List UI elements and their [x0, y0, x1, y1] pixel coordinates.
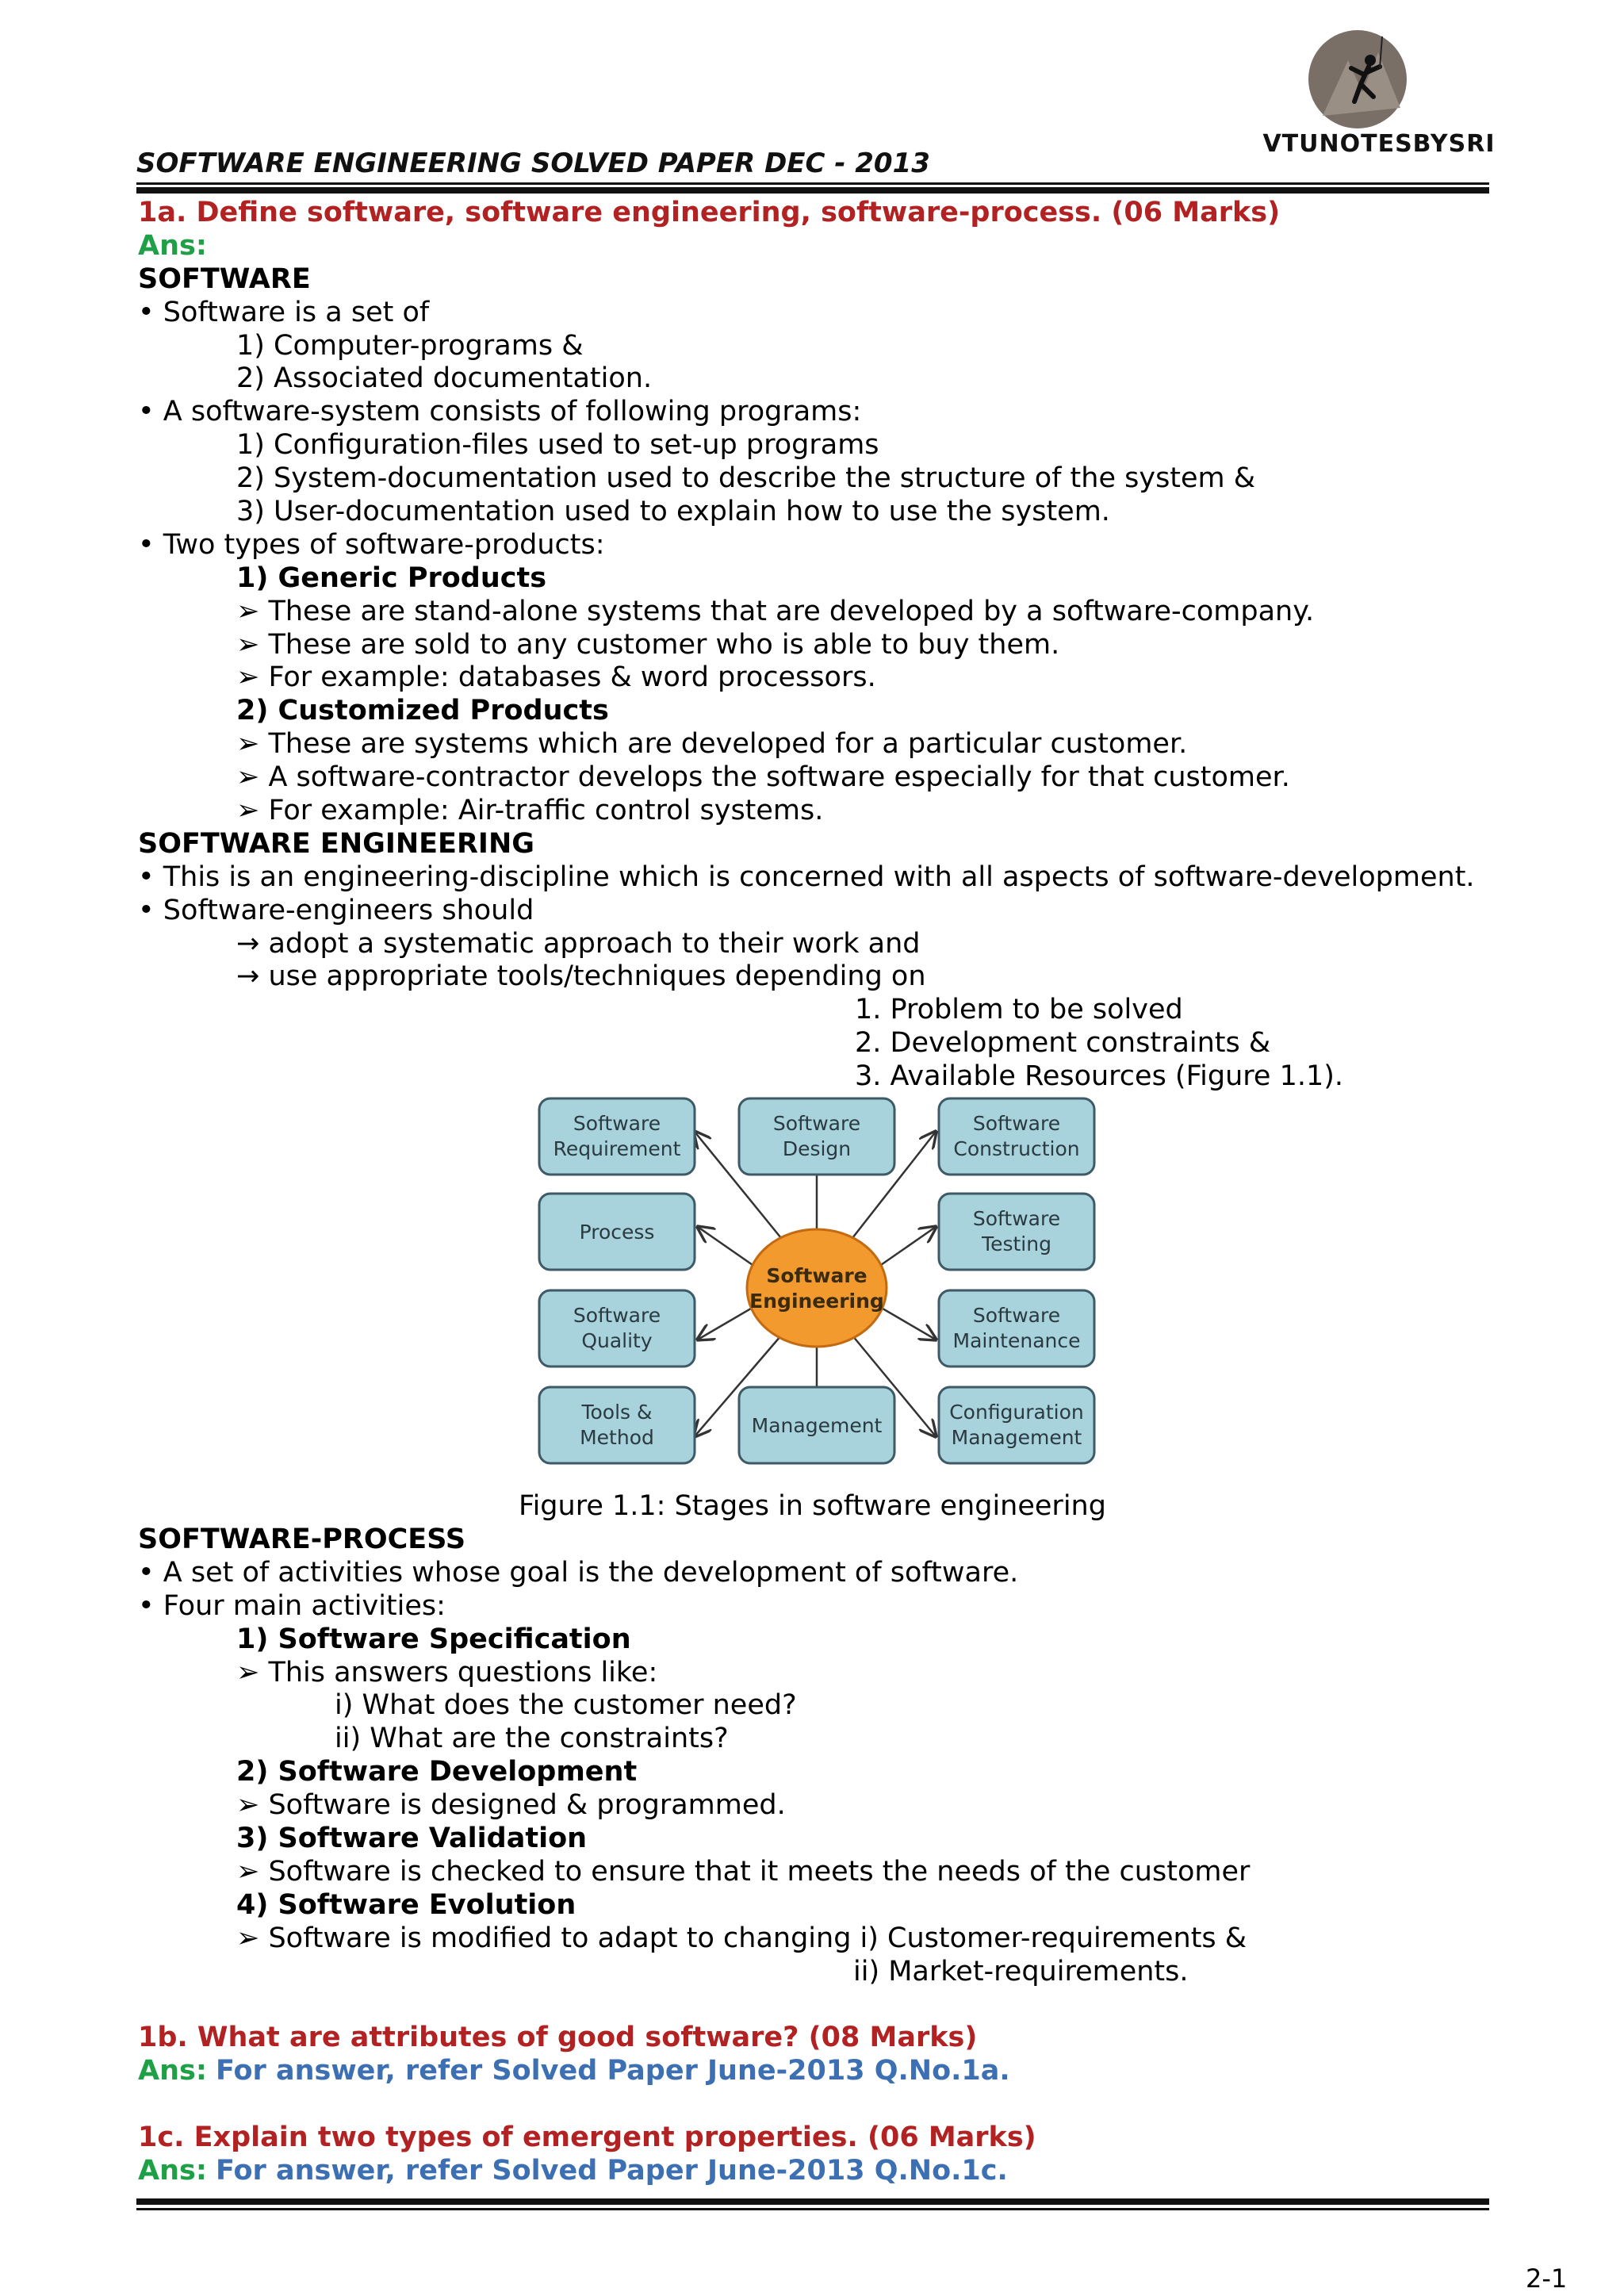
sub-sub-item: 3. Available Resources (Figure 1.1).	[855, 1060, 1344, 1093]
answer-label: Ans:	[138, 229, 207, 262]
sub-item: 2) System-documentation used to describe the structure of the system &	[236, 462, 1256, 495]
sub-sub-item: i) What does the customer need?	[335, 1689, 797, 1722]
section-heading-software-engineering: SOFTWARE ENGINEERING	[138, 827, 534, 860]
answer-reference: For answer, refer Solved Paper June-2013 Q.No.1a.	[215, 2055, 1010, 2087]
section-heading-software-process: SOFTWARE-PROCESS	[138, 1523, 466, 1555]
answer-label: Ans:	[138, 2154, 207, 2187]
sub-heading-validation: 3) Software Validation	[236, 1822, 588, 1854]
sub-sub-item: 1. Problem to be solved	[855, 994, 1183, 1026]
logo-text: VTUNOTESBYSRI	[1262, 130, 1496, 158]
bullet: • A software-system consists of following programs:	[138, 396, 862, 428]
climber-icon	[1307, 29, 1408, 130]
sub-heading-customized: 2) Customized Products	[236, 695, 609, 727]
box-management: Management	[751, 1414, 883, 1438]
arrow-item: ➢ These are systems which are developed for a particular customer.	[236, 728, 1188, 761]
box-software-quality: Software Quality	[573, 1304, 661, 1353]
arrow-item: ➢ A software-contractor develops the software especially for that customer.	[236, 761, 1290, 794]
footer-rule-thick	[136, 2198, 1489, 2205]
arrow-item: ➢ Software is modified to adapt to changing i) Customer-requirements &	[236, 1922, 1247, 1954]
box-software-testing: Software Testing	[972, 1207, 1061, 1256]
section-heading-software: SOFTWARE	[138, 263, 311, 295]
sub-item: 1) Computer-programs &	[236, 329, 584, 362]
bullet: • Software-engineers should	[138, 894, 534, 926]
answer-reference: For answer, refer Solved Paper June-2013 Q.No.1c.	[215, 2154, 1008, 2187]
box-software-maintenance: Software Maintenance	[952, 1304, 1081, 1353]
footer-rule-thin	[136, 2208, 1489, 2210]
sub-item: 2) Associated documentation.	[236, 362, 653, 395]
header-rule-thin	[136, 182, 1489, 185]
sub-item: → adopt a systematic approach to their work and	[236, 927, 921, 960]
box-software-design: Software Design	[772, 1112, 861, 1161]
sub-heading-development: 2) Software Development	[236, 1756, 638, 1788]
arrow-item: ➢ Software is designed & programmed.	[236, 1789, 786, 1822]
sub-heading-evolution: 4) Software Evolution	[236, 1888, 576, 1921]
arrow-item: ➢ For example: Air-traffic control systems.	[236, 795, 824, 827]
sub-sub-item: 2. Development constraints &	[855, 1027, 1271, 1060]
bullet: • Software is a set of	[138, 296, 430, 328]
document-body	[138, 197, 1502, 2188]
answer-label: Ans:	[138, 2055, 207, 2087]
sub-heading-generic: 1) Generic Products	[236, 562, 547, 594]
stages-diagram	[531, 1094, 1102, 1482]
box-tools-method: Tools & Method	[580, 1401, 654, 1450]
box-process: Process	[579, 1221, 655, 1244]
box-software-construction: Software Construction	[953, 1112, 1080, 1161]
figure-stages-diagram	[138, 1094, 1502, 1490]
page-header-title: SOFTWARE ENGINEERING SOLVED PAPER DEC - 2013	[136, 148, 930, 179]
arrow-item: ➢ These are sold to any customer who is able to buy them.	[236, 628, 1060, 661]
box-software-requirement: Software Requirement	[553, 1112, 681, 1161]
arrow-item: ➢ For example: databases & word processors.	[236, 661, 876, 694]
figure-caption: Figure 1.1: Stages in software engineering	[519, 1490, 1106, 1523]
header-rule-thick	[136, 187, 1489, 194]
question-1c: 1c. Explain two types of emergent properties. (06 Marks)	[138, 2121, 1036, 2153]
arrow-item: ➢ Software is checked to ensure that it meets the needs of the customer	[236, 1855, 1251, 1888]
question-1b: 1b. What are attributes of good software? (08 Marks)	[138, 2022, 978, 2054]
page-number: 2-1	[1526, 2263, 1568, 2294]
sub-item: 1) Configuration-files used to set-up programs	[236, 429, 879, 462]
bullet: • This is an engineering-discipline which is concerned with all aspects of software-development.	[138, 861, 1475, 893]
logo	[1262, 29, 1496, 171]
center-software-engineering: Software Engineering	[749, 1264, 884, 1313]
box-configuration-management: Configuration Management	[949, 1401, 1084, 1450]
sub-item: 3) User-documentation used to explain how to use the system.	[236, 496, 1110, 528]
sub-sub-item: ii) Market-requirements.	[853, 1955, 1189, 1987]
bullet: • Two types of software-products:	[138, 528, 605, 561]
bullet: • Four main activities:	[138, 1589, 446, 1622]
arrow-item: ➢ These are stand-alone systems that are developed by a software-company.	[236, 595, 1315, 627]
question-1a: 1a. Define software, software engineering, software-process. (06 Marks)	[138, 197, 1281, 228]
bullet: • A set of activities whose goal is the development of software.	[138, 1556, 1019, 1589]
sub-sub-item: ii) What are the constraints?	[335, 1723, 729, 1755]
sub-item: → use appropriate tools/techniques depending on	[236, 960, 926, 993]
sub-heading-specification: 1) Software Specification	[236, 1623, 631, 1655]
arrow-item: ➢ This answers questions like:	[236, 1656, 658, 1688]
